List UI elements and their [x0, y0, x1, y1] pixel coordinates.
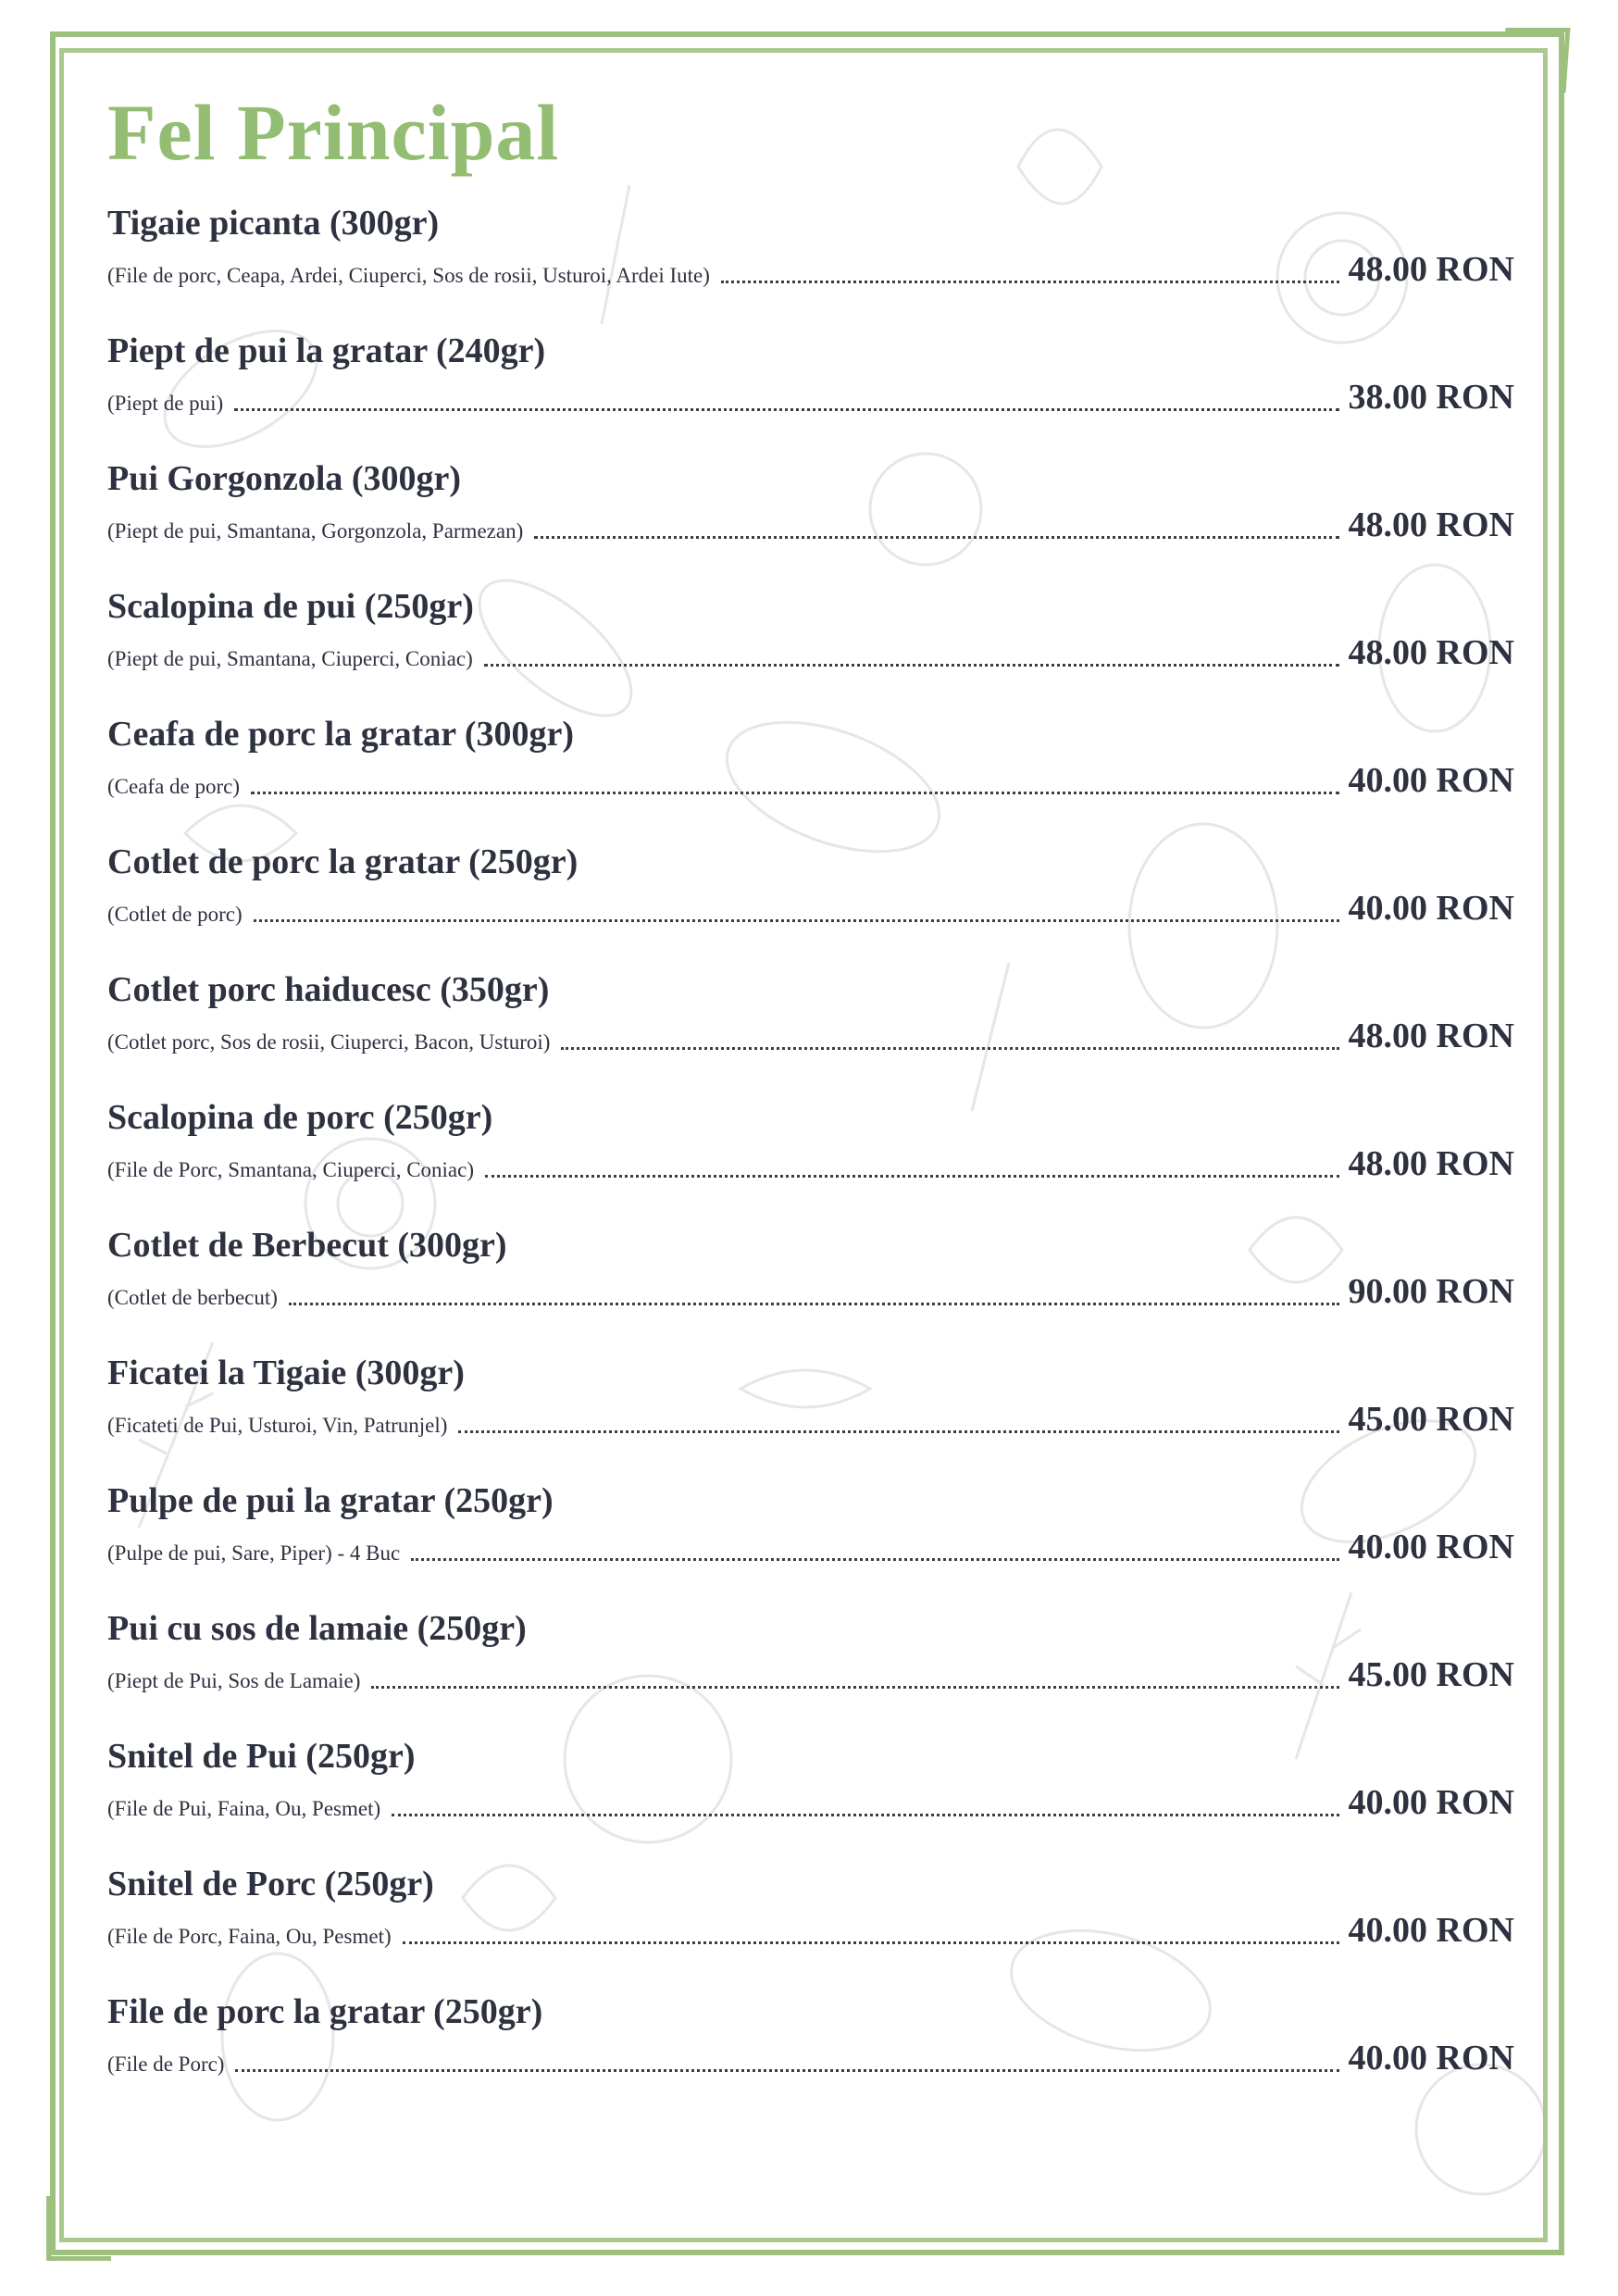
- menu-item: [107, 1861, 1514, 1989]
- menu-item-description: (Cotlet porc, Sos de rosii, Ciuperci, Bacon, Usturoi): [107, 1030, 551, 1054]
- menu-item-name: File de porc la gratar (250gr): [107, 1992, 543, 2031]
- dotted-leader: [251, 791, 1339, 794]
- menu-item-price: 40.00 RON: [1348, 1528, 1514, 1566]
- menu-item-description: (Cotlet de berbecut): [107, 1286, 278, 1309]
- menu-item: [107, 1478, 1514, 1605]
- menu-item-name: Tigaie picanta (300gr): [107, 204, 440, 243]
- menu-item: [107, 711, 1514, 839]
- menu-item-price: 90.00 RON: [1348, 1272, 1514, 1311]
- menu-items-list: [107, 200, 1514, 2116]
- menu-item-row: [107, 1526, 1514, 1568]
- menu-item-row: [107, 376, 1514, 418]
- menu-item-price: 40.00 RON: [1348, 2039, 1514, 2078]
- menu-item-price: 48.00 RON: [1348, 250, 1514, 289]
- menu-item: [107, 1605, 1514, 1733]
- menu-item-description: (Piept de Pui, Sos de Lamaie): [107, 1669, 361, 1692]
- menu-item-description: (Piept de pui): [107, 392, 224, 415]
- menu-item-description: (File de porc, Ceapa, Ardei, Ciuperci, Sos de rosii, Usturoi, Ardei Iute): [107, 264, 710, 287]
- menu-item: [107, 1989, 1514, 2116]
- menu-item-row: [107, 1015, 1514, 1057]
- menu-item-description: (Pulpe de pui, Sare, Piper) - 4 Buc: [107, 1541, 401, 1565]
- menu-item-description: (Ficateti de Pui, Usturoi, Vin, Patrunjel): [107, 1414, 448, 1437]
- menu-item-price: 48.00 RON: [1348, 633, 1514, 672]
- menu-item-name: Pulpe de pui la gratar (250gr): [107, 1481, 554, 1520]
- menu-item-row: [107, 1653, 1514, 1696]
- menu-item: [107, 328, 1514, 455]
- menu-item-description: (Piept de pui, Smantana, Ciuperci, Coniac): [107, 647, 473, 670]
- menu-item-row: [107, 1270, 1514, 1313]
- dotted-leader: [234, 407, 1338, 411]
- menu-item-description: (Ceafa de porc): [107, 775, 241, 798]
- menu-item-description: (Piept de pui, Smantana, Gorgonzola, Parmezan): [107, 519, 524, 543]
- menu-item-name: Piept de pui la gratar (240gr): [107, 331, 546, 370]
- dotted-leader: [484, 663, 1339, 667]
- menu-item: [107, 455, 1514, 583]
- menu-item-price: 48.00 RON: [1348, 505, 1514, 544]
- dotted-leader: [561, 1046, 1338, 1050]
- menu-item-name: Cotlet porc haiducesc (350gr): [107, 970, 550, 1009]
- dotted-leader: [403, 1940, 1339, 1944]
- menu-item-price: 48.00 RON: [1348, 1017, 1514, 1055]
- menu-item-row: [107, 504, 1514, 546]
- dotted-leader: [254, 918, 1339, 922]
- dotted-leader: [458, 1429, 1338, 1433]
- dotted-leader: [289, 1302, 1339, 1305]
- menu-item-price: 40.00 RON: [1348, 1911, 1514, 1950]
- menu-item-price: 40.00 RON: [1348, 889, 1514, 928]
- menu-item: [107, 1222, 1514, 1350]
- menu-item-name: Pui cu sos de lamaie (250gr): [107, 1609, 527, 1648]
- section-title: Fel Principal: [107, 88, 560, 177]
- menu-item-row: [107, 248, 1514, 291]
- border-corner-bottom-left: [46, 2196, 111, 2261]
- menu-item: [107, 1094, 1514, 1222]
- menu-item-name: Snitel de Porc (250gr): [107, 1865, 434, 1903]
- menu-item-description: (File de Porc): [107, 2053, 225, 2076]
- menu-item-name: Cotlet de Berbecut (300gr): [107, 1226, 507, 1265]
- dotted-leader: [392, 1813, 1338, 1816]
- menu-item: [107, 1733, 1514, 1861]
- dotted-leader: [485, 1174, 1339, 1178]
- menu-item-row: [107, 1142, 1514, 1185]
- menu-item-row: [107, 2037, 1514, 2079]
- menu-item-row: [107, 1398, 1514, 1441]
- dotted-leader: [235, 2068, 1338, 2072]
- menu-item-row: [107, 631, 1514, 674]
- menu-item-name: Scalopina de porc (250gr): [107, 1098, 493, 1137]
- menu-item: [107, 839, 1514, 967]
- dotted-leader: [534, 535, 1338, 539]
- menu-item-description: (Cotlet de porc): [107, 903, 243, 926]
- menu-item-row: [107, 1909, 1514, 1952]
- menu-item-name: Pui Gorgonzola (300gr): [107, 459, 462, 498]
- menu-item-price: 40.00 RON: [1348, 1783, 1514, 1822]
- menu-content: [107, 81, 1514, 2116]
- menu-item: [107, 1350, 1514, 1478]
- menu-item-row: [107, 887, 1514, 930]
- menu-item-description: (File de Porc, Smantana, Ciuperci, Coniac): [107, 1158, 475, 1181]
- menu-item-name: Snitel de Pui (250gr): [107, 1737, 416, 1776]
- dotted-leader: [721, 280, 1339, 283]
- dotted-leader: [371, 1685, 1338, 1689]
- menu-item-description: (File de Pui, Faina, Ou, Pesmet): [107, 1797, 381, 1820]
- menu-item-price: 48.00 RON: [1348, 1144, 1514, 1183]
- menu-item-name: Ficatei la Tigaie (300gr): [107, 1354, 465, 1392]
- menu-item-row: [107, 759, 1514, 802]
- menu-item: [107, 583, 1514, 711]
- menu-item-name: Scalopina de pui (250gr): [107, 587, 474, 626]
- dotted-leader: [411, 1557, 1338, 1561]
- menu-item-price: 40.00 RON: [1348, 761, 1514, 800]
- menu-item: [107, 967, 1514, 1094]
- menu-item-price: 38.00 RON: [1348, 378, 1514, 417]
- menu-item-name: Cotlet de porc la gratar (250gr): [107, 842, 579, 881]
- menu-item-row: [107, 1781, 1514, 1824]
- menu-item-name: Ceafa de porc la gratar (300gr): [107, 715, 575, 754]
- menu-item-price: 45.00 RON: [1348, 1655, 1514, 1694]
- menu-item-description: (File de Porc, Faina, Ou, Pesmet): [107, 1925, 392, 1948]
- menu-item: [107, 200, 1514, 328]
- menu-item-price: 45.00 RON: [1348, 1400, 1514, 1439]
